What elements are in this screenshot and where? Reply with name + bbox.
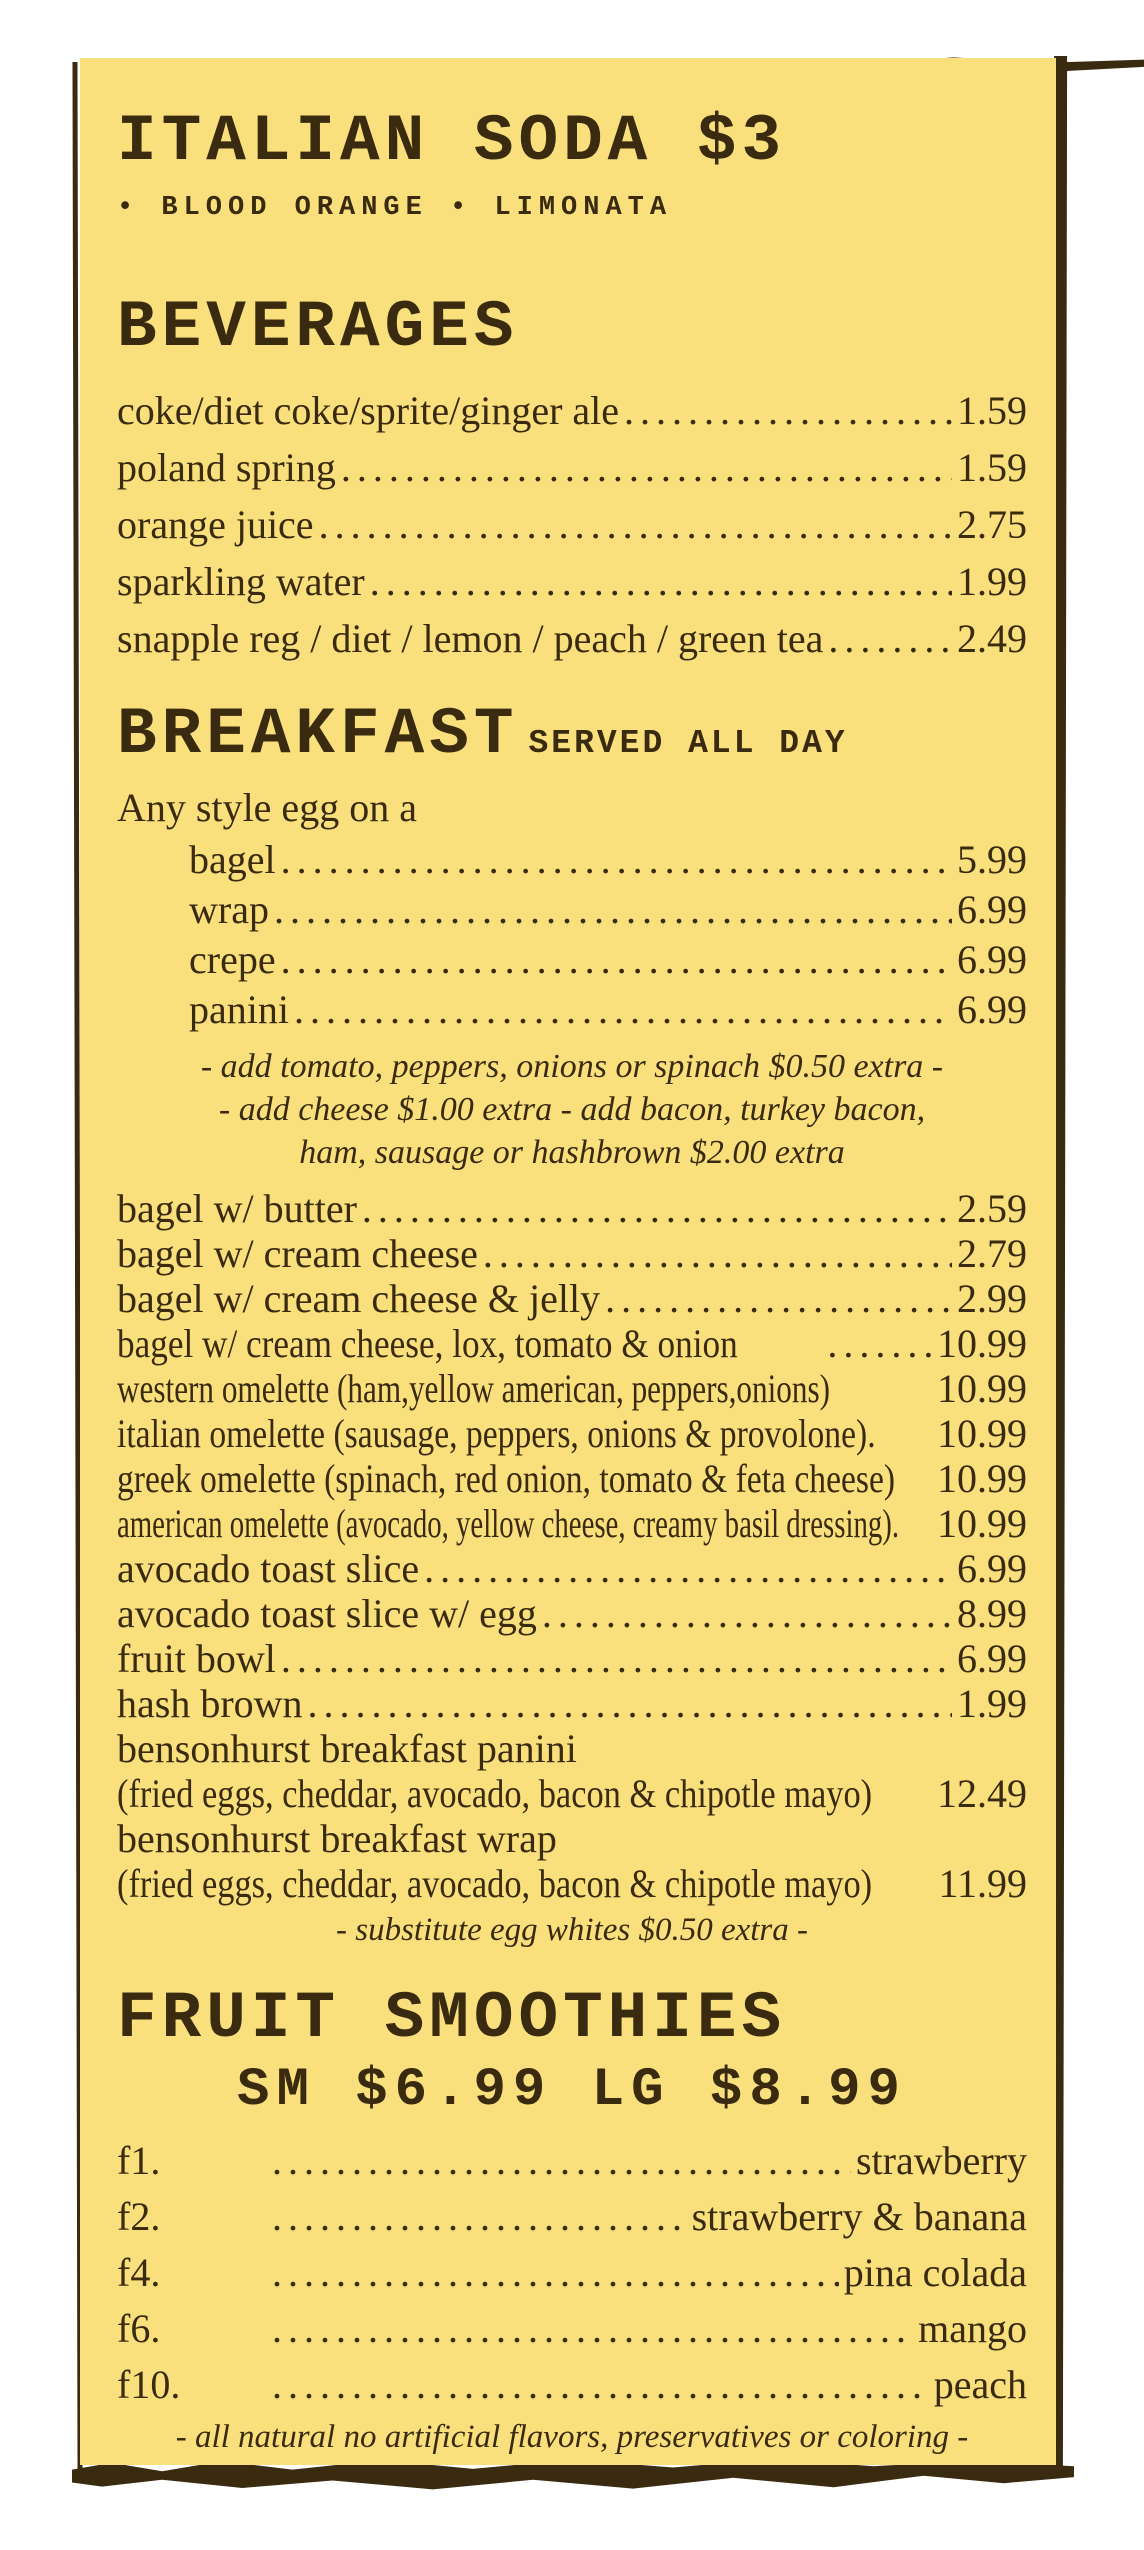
- menu-item-row: [117, 1456, 1027, 1501]
- smoothie-flavor: mango: [918, 2306, 1027, 2351]
- menu-item-row: [117, 553, 1027, 610]
- menu-item-row: [189, 985, 1027, 1035]
- item-name: avocado toast slice w/ egg: [117, 1591, 537, 1636]
- item-name: bensonhurst breakfast wrap: [117, 1816, 557, 1861]
- item-name: bagel: [189, 837, 276, 882]
- italian-soda-flavors: • BLOOD ORANGE • LIMONATA: [117, 193, 673, 223]
- item-price: 5.99: [957, 837, 1027, 882]
- item-price: 1.99: [957, 559, 1027, 604]
- menu-item-row: [117, 1501, 1027, 1546]
- smoothie-code: f4.: [117, 2250, 161, 2295]
- smoothie-flavor: strawberry: [855, 2138, 1027, 2183]
- menu-item-row: [117, 1546, 1027, 1591]
- egg-base-list: [189, 835, 1027, 1035]
- item-name-wrap: [117, 1321, 822, 1366]
- dot-leader: [828, 610, 952, 667]
- item-name: american omelette (avocado, yellow cheese, creamy basil dressing).: [117, 1501, 900, 1546]
- substitute-egg-whites-note: - substitute egg whites $0.50 extra -: [335, 1912, 809, 1948]
- beverages-list: [117, 382, 1027, 667]
- smoothie-code: f1.: [117, 2138, 161, 2183]
- item-price: 10.99: [937, 1321, 1027, 1366]
- menu-item-row: [117, 1231, 1027, 1276]
- menu-item-row: [117, 1771, 1027, 1816]
- item-price: 1.59: [957, 445, 1027, 490]
- dot-leader: [272, 2189, 687, 2245]
- item-name: italian omelette (sausage, peppers, onions & provolone).: [117, 1411, 876, 1456]
- menu-item-row: [189, 885, 1027, 935]
- item-price: 10.99: [937, 1501, 1027, 1546]
- item-price: 10.99: [937, 1411, 1027, 1456]
- smoothies-list: [117, 2133, 1027, 2413]
- dot-leader: [605, 1276, 952, 1321]
- note-line: - add tomato, peppers, onions or spinach $0.50 extra -: [200, 1048, 944, 1085]
- menu-item-row: [117, 1276, 1027, 1321]
- menu-item-row: [117, 2301, 1027, 2357]
- dot-leader: [272, 2301, 913, 2357]
- item-name: poland spring: [117, 445, 336, 490]
- item-price: 6.99: [957, 1636, 1027, 1681]
- item-name: bagel w/ cream cheese & jelly: [117, 1276, 601, 1321]
- item-name-wrap: [117, 1411, 927, 1456]
- dot-leader: [294, 985, 952, 1035]
- section-title-breakfast: BREAKFAST: [117, 697, 519, 772]
- item-price: 1.59: [957, 388, 1027, 433]
- menu-item-row: [117, 1366, 1027, 1411]
- smoothie-code: f10.: [117, 2362, 181, 2407]
- dot-leader: [362, 1186, 952, 1231]
- dot-leader: [424, 1546, 952, 1591]
- item-name: crepe: [189, 937, 276, 982]
- bensonhurst-wrap-item: [117, 1816, 1027, 1906]
- dot-leader: [624, 382, 952, 439]
- item-name: snapple reg / diet / lemon / peach / green tea: [117, 616, 824, 661]
- item-name-wrap: [117, 1501, 927, 1546]
- item-name: coke/diet coke/sprite/ginger ale: [117, 388, 620, 433]
- menu-item-row: [117, 2189, 1027, 2245]
- menu-item-row: [117, 2357, 1027, 2413]
- menu-item-row: [117, 2133, 1027, 2189]
- dot-leader: [272, 2245, 839, 2301]
- menu-item-row: [117, 1861, 1027, 1906]
- item-price: 2.79: [957, 1231, 1027, 1276]
- smoothie-flavor: peach: [933, 2362, 1027, 2407]
- note-line: - add cheese $1.00 extra - add bacon, turkey bacon,: [218, 1091, 926, 1128]
- item-price: 6.99: [957, 987, 1027, 1032]
- item-price: 2.49: [957, 616, 1027, 661]
- menu-item-row: [117, 1186, 1027, 1231]
- bensonhurst-panini-item: [117, 1726, 1027, 1816]
- dot-leader: [274, 885, 952, 935]
- item-name: bagel w/ cream cheese: [117, 1231, 478, 1276]
- item-price: 2.99: [957, 1276, 1027, 1321]
- item-price: 8.99: [957, 1591, 1027, 1636]
- menu-item-row: [117, 1411, 1027, 1456]
- dot-leader: [281, 935, 952, 985]
- item-price: 6.99: [957, 887, 1027, 932]
- breakfast-intro: Any style egg on a: [117, 785, 417, 830]
- item-detail-wrap: [117, 1771, 927, 1816]
- item-name: orange juice: [117, 502, 314, 547]
- smoothie-flavor: pina colada: [843, 2250, 1027, 2295]
- item-name: hash brown: [117, 1681, 303, 1726]
- dot-leader: [281, 835, 952, 885]
- item-price: 10.99: [937, 1366, 1027, 1411]
- item-price: 6.99: [957, 1546, 1027, 1591]
- served-all-day-tag: SERVED ALL DAY: [528, 725, 848, 762]
- menu-item-row: [117, 1591, 1027, 1636]
- item-name: wrap: [189, 887, 269, 932]
- dot-leader: [319, 496, 952, 553]
- note-line: ham, sausage or hashbrown $2.00 extra: [299, 1134, 845, 1171]
- item-price: 11.99: [938, 1861, 1027, 1906]
- item-name: greek omelette (spinach, red onion, tomato & feta cheese): [117, 1456, 896, 1501]
- item-name: panini: [189, 987, 289, 1032]
- menu-item-row: [117, 2245, 1027, 2301]
- breakfast-items-list: [117, 1186, 1027, 1726]
- item-detail-wrap: [117, 1861, 928, 1906]
- item-name: bagel w/ butter: [117, 1186, 357, 1231]
- menu-item-row: [117, 1681, 1027, 1726]
- item-detail: (fried eggs, cheddar, avocado, bacon & chipotle mayo): [117, 1771, 873, 1816]
- dot-leader: [272, 2133, 851, 2189]
- menu-item-row: [117, 439, 1027, 496]
- item-price: 10.99: [937, 1456, 1027, 1501]
- item-name: avocado toast slice: [117, 1546, 420, 1591]
- item-name-wrap: [117, 1366, 927, 1411]
- menu-item-row: [189, 835, 1027, 885]
- menu-item-row: [117, 382, 1027, 439]
- dot-leader: [483, 1231, 952, 1276]
- dot-leader: [827, 1321, 932, 1366]
- smoothies-size-prices: SM $6.99 LG $8.99: [237, 2060, 907, 2121]
- item-name: fruit bowl: [117, 1636, 276, 1681]
- menu-item-row: [117, 1636, 1027, 1681]
- dot-leader: [272, 2357, 929, 2413]
- item-name: bensonhurst breakfast panini: [117, 1726, 577, 1771]
- section-title-italian-soda: ITALIAN SODA $3: [117, 104, 787, 179]
- dot-leader: [308, 1681, 952, 1726]
- dot-leader: [370, 553, 952, 610]
- smoothie-flavor: strawberry & banana: [691, 2194, 1027, 2239]
- menu-card: [80, 58, 1056, 2465]
- dot-leader: [542, 1591, 952, 1636]
- menu-item-row: [117, 1321, 1027, 1366]
- smoothie-code: f2.: [117, 2194, 161, 2239]
- item-name: western omelette (ham,yellow american, peppers,onions): [117, 1366, 831, 1411]
- item-price: 2.59: [957, 1186, 1027, 1231]
- breakfast-extras-note: [117, 1045, 1027, 1174]
- item-price: 1.99: [957, 1681, 1027, 1726]
- smoothie-code: f6.: [117, 2306, 161, 2351]
- breakfast-heading: [117, 697, 1027, 772]
- item-price: 12.49: [937, 1771, 1027, 1816]
- item-price: 6.99: [957, 937, 1027, 982]
- menu-item-row: [189, 935, 1027, 985]
- item-name-wrap: [117, 1456, 927, 1501]
- dot-leader: [281, 1636, 952, 1681]
- all-natural-note: - all natural no artificial flavors, preservatives or coloring -: [175, 2419, 969, 2455]
- item-name: bagel w/ cream cheese, lox, tomato & onion: [117, 1321, 738, 1366]
- item-detail: (fried eggs, cheddar, avocado, bacon & chipotle mayo): [117, 1861, 873, 1906]
- item-price: 2.75: [957, 502, 1027, 547]
- section-title-fruit-smoothies: FRUIT SMOOTHIES: [117, 1981, 787, 2056]
- menu-item-row: [117, 496, 1027, 553]
- item-name: sparkling water: [117, 559, 365, 604]
- dot-leader: [341, 439, 952, 496]
- menu-item-row: [117, 610, 1027, 667]
- section-title-beverages: BEVERAGES: [117, 290, 519, 365]
